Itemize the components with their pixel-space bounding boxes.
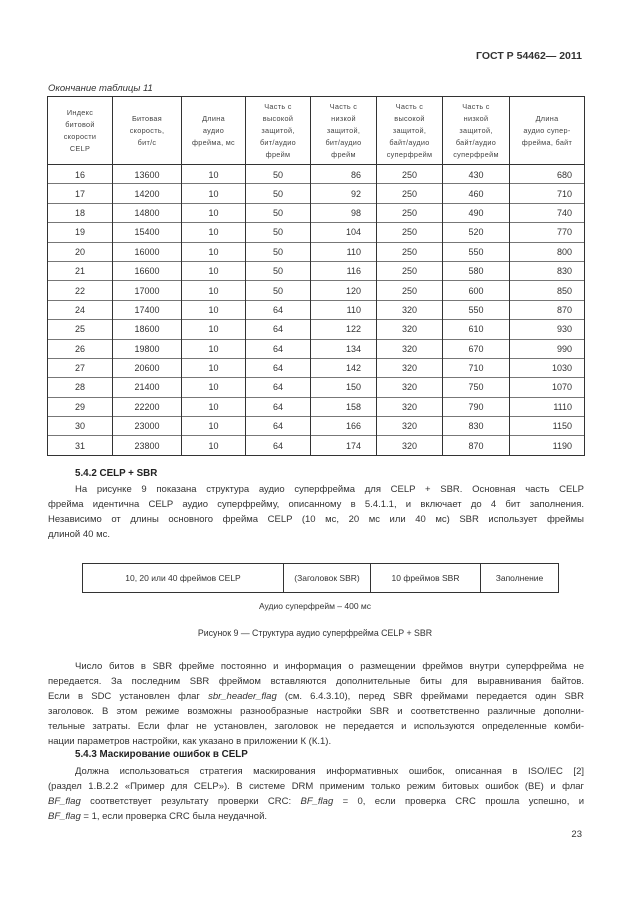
table-cell: 850 [510, 281, 585, 300]
table-cell: 1150 [510, 417, 585, 436]
table-cell: 14800 [113, 203, 182, 222]
table-cell: 710 [510, 184, 585, 203]
table-cell: 134 [311, 339, 377, 358]
table-cell: 16000 [113, 242, 182, 261]
table-cell: 64 [246, 397, 311, 416]
table-cell: 21 [48, 261, 113, 280]
table-cell: 10 [182, 203, 246, 222]
table-cell: 64 [246, 320, 311, 339]
table-row [48, 320, 585, 339]
table-cell: 10 [182, 436, 246, 455]
table-cell: 830 [510, 261, 585, 280]
table-cell: 64 [246, 300, 311, 319]
table-cell: 320 [377, 358, 443, 377]
bf-flag: BF_flag [300, 796, 334, 807]
table-cell: 26 [48, 339, 113, 358]
bitrate-table [47, 96, 585, 456]
table-cell: 158 [311, 397, 377, 416]
bf-flag: BF_flag [48, 796, 81, 807]
table-body [48, 165, 585, 456]
table-row [48, 242, 585, 261]
table-cell: 580 [443, 261, 510, 280]
table-cell: 50 [246, 281, 311, 300]
bf-flag: BF_flag [48, 811, 81, 822]
standard-header: ГОСТ Р 54462— 2011 [476, 50, 582, 62]
figure-caption: Рисунок 9 — Структура аудио суперфрейма CELP + SBR [197, 628, 433, 638]
table-cell: 250 [377, 242, 443, 261]
table-cell: 250 [377, 203, 443, 222]
table-row [48, 417, 585, 436]
table-cell: 86 [311, 165, 377, 184]
table-cell: 790 [443, 397, 510, 416]
table-cell: 320 [377, 339, 443, 358]
table-cell: 92 [311, 184, 377, 203]
table-cell: 670 [443, 339, 510, 358]
table-cell: 10 [182, 242, 246, 261]
table-cell: 800 [510, 242, 585, 261]
table-cell: 320 [377, 378, 443, 397]
column-header: Длина аудио фрейма, мс [182, 97, 246, 165]
table-cell: 320 [377, 397, 443, 416]
table-cell: 320 [377, 417, 443, 436]
column-header: Индекс битовой скорости CELP [48, 97, 113, 165]
table-cell: 1030 [510, 358, 585, 377]
table-cell: 520 [443, 223, 510, 242]
table-cell: 320 [377, 320, 443, 339]
table-row [48, 339, 585, 358]
table-cell: 64 [246, 339, 311, 358]
table-row [48, 165, 585, 184]
table-cell: 64 [246, 436, 311, 455]
table-cell: 15400 [113, 223, 182, 242]
column-header: Часть с низкой защитой, бит/аудио фрейм [311, 97, 377, 165]
table-cell: 930 [510, 320, 585, 339]
table-cell: 490 [443, 203, 510, 222]
table-cell: 150 [311, 378, 377, 397]
table-cell: 20 [48, 242, 113, 261]
table-header-row [48, 97, 585, 165]
table-cell: 10 [182, 397, 246, 416]
table-cell: 29 [48, 397, 113, 416]
table-cell: 14200 [113, 184, 182, 203]
column-header: Битовая скорость, бит/с [113, 97, 182, 165]
table-cell: 10 [182, 281, 246, 300]
table-row [48, 397, 585, 416]
table-cell: 122 [311, 320, 377, 339]
paragraph-celp-sbr: На рисунке 9 показана структура аудио суперфрейма для CELP + SBR. Основная часть CELP фрейма идентична CELP аудио суперфрейму, описанному в 5.4.1.1, и включает до 4 бит заполнения. Независимо от длины основного фрейма CELP (10 мс, 20 мс или 40 мс) SBR использует фреймы длиной 40 мс. [48, 484, 584, 540]
diagram-cell-celp-frames: 10, 20 или 40 фреймов CELP [83, 564, 284, 592]
table-cell: 10 [182, 358, 246, 377]
table-cell: 22200 [113, 397, 182, 416]
table-cell: 830 [443, 417, 510, 436]
table-row [48, 184, 585, 203]
table-cell: 600 [443, 281, 510, 300]
table-cell: 10 [182, 417, 246, 436]
table-cell: 50 [246, 184, 311, 203]
table-cell: 550 [443, 242, 510, 261]
sbr-header-flag: sbr_header_flag [208, 691, 277, 702]
table-row [48, 358, 585, 377]
column-header: Длина аудио супер- фрейма, байт [510, 97, 585, 165]
table-row [48, 223, 585, 242]
table-cell: 1070 [510, 378, 585, 397]
table-cell: 25 [48, 320, 113, 339]
diagram-cell-sbr-frames: 10 фреймов SBR [371, 564, 481, 592]
table-cell: 104 [311, 223, 377, 242]
table-cell: 142 [311, 358, 377, 377]
table-row [48, 378, 585, 397]
table-cell: 98 [311, 203, 377, 222]
table-cell: 116 [311, 261, 377, 280]
table-cell: 20600 [113, 358, 182, 377]
table-cell: 16 [48, 165, 113, 184]
column-header: Часть с высокой защитой, бит/аудио фрейм [246, 97, 311, 165]
table-cell: 50 [246, 165, 311, 184]
table-cell: 19800 [113, 339, 182, 358]
table-cell: 110 [311, 242, 377, 261]
section-heading-celp-sbr: 5.4.2 CELP + SBR [75, 468, 158, 479]
table-cell: 31 [48, 436, 113, 455]
table-cell: 680 [510, 165, 585, 184]
table-cell: 19 [48, 223, 113, 242]
table-cell: 10 [182, 261, 246, 280]
table-cell: 250 [377, 261, 443, 280]
table-cell: 64 [246, 378, 311, 397]
table-cell: 550 [443, 300, 510, 319]
table-cell: 320 [377, 300, 443, 319]
table-caption: Окончание таблицы 11 [48, 83, 153, 94]
table-cell: 64 [246, 358, 311, 377]
table-cell: 10 [182, 339, 246, 358]
table-cell: 750 [443, 378, 510, 397]
table-cell: 870 [510, 300, 585, 319]
table-cell: 24 [48, 300, 113, 319]
table-cell: 710 [443, 358, 510, 377]
section-heading-error-masking: 5.4.3 Маскирование ошибок в CELP [75, 749, 248, 760]
table-cell: 110 [311, 300, 377, 319]
table-cell: 23000 [113, 417, 182, 436]
table-cell: 320 [377, 436, 443, 455]
table-cell: 18 [48, 203, 113, 222]
table-cell: 10 [182, 165, 246, 184]
paragraph-sbr-frame: Число битов в SBR фрейме постоянно и информация о размещении фреймов внутри суперфрейма не передается. За последним SBR фреймом вставляются дополнительные биты для выравнивания байтов. Если в SDC установлен флаг sbr_header_flag (см. 6.4.3.10), перед SBR фреймами передается один SBR заголовок. В этом режиме возможны разнообразные настройки SBR и соответственно различные дополни- тельные затраты. Если флаг не установлен, заголовок не передается и используются определенные комби- нации параметров настройки, как указано в приложении К (К.1). [48, 661, 585, 747]
table-cell: 10 [182, 320, 246, 339]
diagram-cell-sbr-header: (Заголовок SBR) [284, 564, 371, 592]
superframe-diagram [82, 563, 559, 593]
diagram-label: Аудио суперфрейм – 400 мс [258, 601, 372, 611]
table-cell: 64 [246, 417, 311, 436]
table-cell: 10 [182, 184, 246, 203]
table-row [48, 203, 585, 222]
table-cell: 460 [443, 184, 510, 203]
table-cell: 250 [377, 184, 443, 203]
table-row [48, 300, 585, 319]
table-cell: 174 [311, 436, 377, 455]
page-number: 23 [571, 829, 582, 840]
table-cell: 870 [443, 436, 510, 455]
table-row [48, 281, 585, 300]
table-cell: 21400 [113, 378, 182, 397]
table-cell: 16600 [113, 261, 182, 280]
table-cell: 10 [182, 378, 246, 397]
table-cell: 30 [48, 417, 113, 436]
table-cell: 50 [246, 223, 311, 242]
column-header: Часть с высокой защитой, байт/аудио суперфрейм [377, 97, 443, 165]
table-cell: 18600 [113, 320, 182, 339]
table-cell: 27 [48, 358, 113, 377]
table-row [48, 436, 585, 455]
table-cell: 1190 [510, 436, 585, 455]
table-cell: 23800 [113, 436, 182, 455]
table-cell: 120 [311, 281, 377, 300]
table-cell: 50 [246, 261, 311, 280]
table-cell: 610 [443, 320, 510, 339]
table-row [48, 261, 585, 280]
table-cell: 250 [377, 281, 443, 300]
table-cell: 430 [443, 165, 510, 184]
table-cell: 770 [510, 223, 585, 242]
table-cell: 250 [377, 165, 443, 184]
table-cell: 166 [311, 417, 377, 436]
column-header: Часть с низкой защитой, байт/аудио суперфрейм [443, 97, 510, 165]
table-cell: 10 [182, 300, 246, 319]
table-cell: 740 [510, 203, 585, 222]
table-cell: 17000 [113, 281, 182, 300]
table-cell: 50 [246, 242, 311, 261]
table-cell: 28 [48, 378, 113, 397]
table-cell: 13600 [113, 165, 182, 184]
table-cell: 22 [48, 281, 113, 300]
diagram-cell-padding: Заполнение [495, 573, 544, 583]
table-cell: 990 [510, 339, 585, 358]
table-cell: 1110 [510, 397, 585, 416]
table-cell: 17400 [113, 300, 182, 319]
table-cell: 50 [246, 203, 311, 222]
table-cell: 17 [48, 184, 113, 203]
table-cell: 10 [182, 223, 246, 242]
paragraph-error-masking: Должна использоваться стратегия маскирования информативных ошибок, описанная в ISO/IEC [2] (раздел 1.В.2.2 «Пример для CELP»). В системе DRM применим только режим битовых ошибок (BE) и флаг BF_flag соответствует результату проверки CRC: BF_flag = 0, если проверка CRC прошла успешно, и BF_flag = 1, если проверка CRC была неудачной. [48, 766, 584, 822]
table-cell: 250 [377, 223, 443, 242]
